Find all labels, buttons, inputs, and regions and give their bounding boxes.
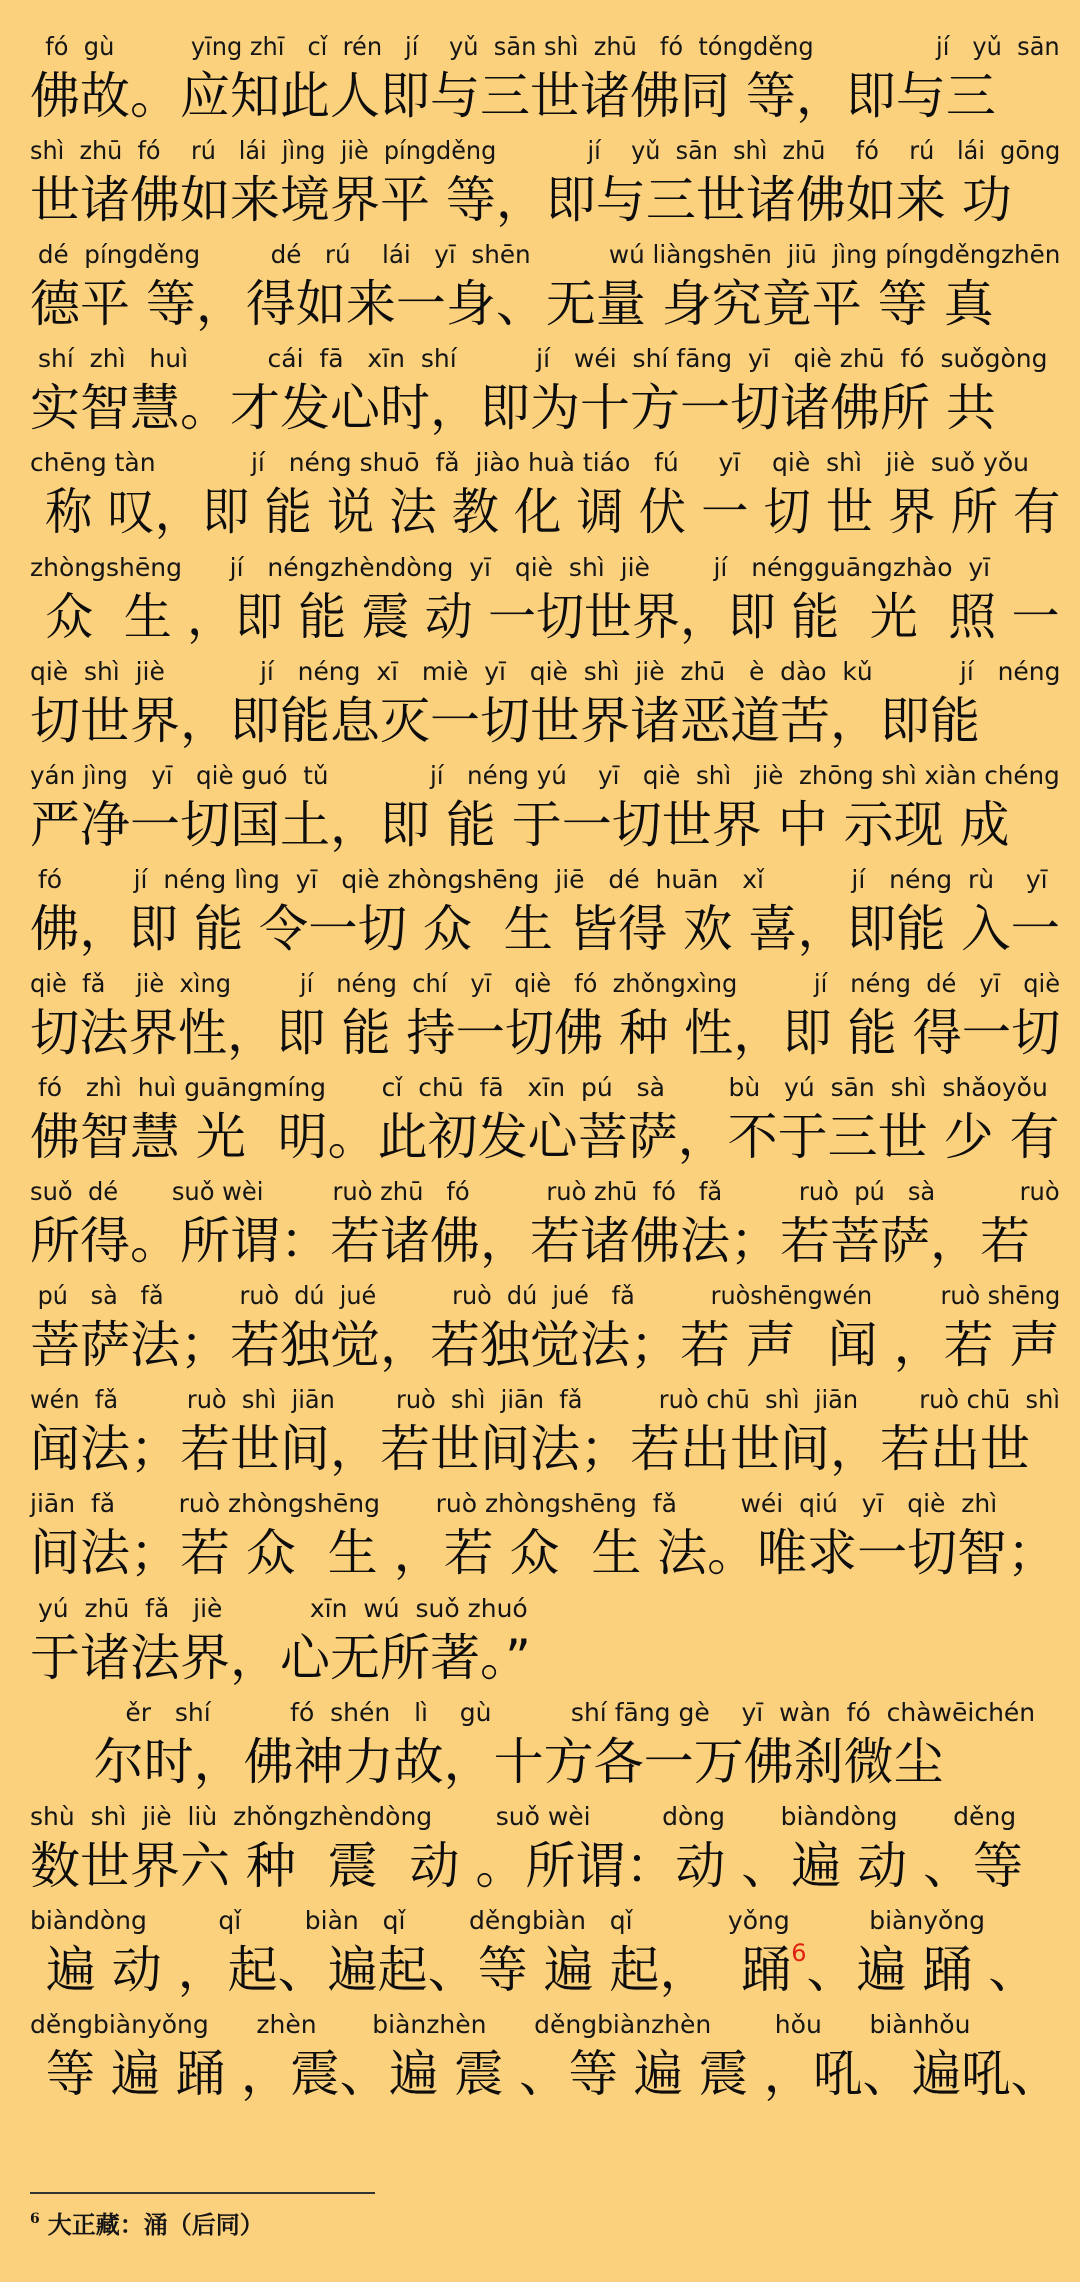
footnote [30,2207,264,2247]
chinese-text-segment: 菩萨法；若独觉，若独觉法；若 声 闻 ，若 声 [30,1316,1060,1375]
pinyin-annotation: biàndòng qǐ biàn qǐ děngbiàn qǐ yǒng biànyǒng [30,1905,985,1935]
chinese-text [30,1419,1030,1479]
chinese-text-segment: 德平 等，得如来一身、无量 身究竟平 等 真 [30,275,994,334]
text-line [30,865,1060,969]
chinese-text [30,899,1060,959]
chinese-text-segment: 切法界性，即 能 持一切佛 种 性，即 能 得一切 [30,1003,1061,1062]
text-line [30,553,1060,657]
chinese-text-segment: 闻法；若世间，若世间法；若出世间，若出世 [30,1420,1030,1479]
pinyin-annotation: pú sà fǎ ruò dú jué ruò dú jué fǎ ruòshēngwén ruò shēng [30,1281,1061,1311]
chinese-text [30,378,996,438]
chinese-text [30,1107,1059,1167]
chinese-text-segment: 尔时，佛神力故，十方各一万佛刹微尘 [30,1732,944,1791]
chinese-text-segment: 间法；若 众 生 ，若 众 生 法。唯求一切智； [30,1524,1058,1583]
pinyin-annotation: wén fǎ ruò shì jiān ruò shì jiān fǎ ruò chū shì jiān ruò chū shì [30,1385,1060,1415]
text-line [30,1489,1060,1593]
chinese-text [30,1523,1057,1583]
pinyin-annotation: qiè fǎ jiè xìng jí néng chí yī qiè fó zhǒngxìng jí néng dé yī qiè [30,968,1061,998]
chinese-text [30,691,980,751]
chinese-text-segment: 实智慧。才发心时，即为十方一切诸佛所 共 [30,379,996,438]
pinyin-annotation: fó zhì huì guāngmíng cǐ chū fā xīn pú sà bù yú sān shì shǎoyǒu [30,1073,1048,1102]
chinese-text-segment: 佛，即 能 令一切 众 生 皆得 欢 喜，即能 入一 [30,899,1061,958]
pinyin-annotation: jiān fǎ ruò zhòngshēng ruò zhòngshēng fǎ wéi qiú yī qiè zhì [30,1489,998,1519]
pinyin-annotation: suǒ dé suǒ wèi ruò zhū fó ruò zhū fó fǎ ruò pú sà ruò [30,1177,1060,1207]
text-line [30,1385,1060,1489]
pinyin-annotation: ěr shí fó shén lì gù shí fāng gè yī wàn fó chàwēichén [30,1697,1036,1727]
chinese-text [30,2044,1060,2104]
text-line [30,1177,1060,1281]
text-line [30,344,1060,448]
chinese-text [30,1003,1060,1063]
text-line [30,657,1060,761]
text-line [30,1802,1060,1906]
chinese-text [30,587,1060,647]
footnote-reference: 6 [791,1938,807,1967]
chinese-text [30,274,994,334]
text-line [30,448,1060,552]
chinese-text [30,1628,531,1688]
pinyin-annotation: dé píngděng dé rú lái yī shēn wú liàngshēn jiū jìng píngděngzhēn [30,240,1061,270]
pinyin-annotation: shù shì jiè liù zhǒngzhèndòng suǒ wèi dòng biàndòng děng [30,1801,1017,1831]
pinyin-annotation: yú zhū fǎ jiè xīn wú suǒ zhuó [30,1593,528,1623]
pinyin-annotation: fó gù yīng zhī cǐ rén jí yǔ sān shì zhū fó tóngděng jí yǔ sān [30,32,1060,61]
chinese-text-segment: 称 叹，即 能 说 法 教 化 调 伏 一 切 世 界 所 有 [30,483,1061,542]
text-line [30,1281,1060,1385]
footnote-divider [30,2192,375,2194]
footnote-number: 6 [30,2211,40,2227]
chinese-text [30,795,1009,855]
chinese-text [30,1211,1030,1271]
chinese-text-segment: 世诸佛如来境界平 等，即与三世诸佛如来 功 [30,171,1012,230]
text-line [30,240,1060,344]
chinese-text [30,170,1012,230]
pinyin-annotation: shí zhì huì cái fā xīn shí jí wéi shí fāng yī qiè zhū fó suǒgòng [30,344,1048,374]
chinese-text-segment: 严净一切国土，即 能 于一切世界 中 示现 成 [30,795,1010,854]
text-line [30,1906,1060,2010]
chinese-text [30,1732,944,1792]
chinese-text [30,1940,1038,2009]
text-line [30,1594,1060,1698]
chinese-text-segment: 佛故。应知此人即与三世诸佛同 等，即与三 [30,67,996,125]
chinese-text-segment: 众 生 ，即 能 震 动 一切世界，即 能 光 照 一 [30,587,1060,646]
text-line [30,1698,1060,1802]
text-line [30,2010,1060,2114]
text-line [30,136,1060,240]
text-line [30,969,1060,1073]
pinyin-annotation: qiè shì jiè jí néng xī miè yī qiè shì jiè zhū è dào kǔ jí néng [30,656,1061,686]
chinese-text-segment: 所得。所谓：若诸佛，若诸佛法；若菩萨，若 [30,1212,1030,1271]
pinyin-annotation: děngbiànyǒng zhèn biànzhèn děngbiànzhèn hǒu biànhǒu [30,2009,971,2039]
pinyin-annotation: yán jìng yī qiè guó tǔ jí néng yú yī qiè shì jiè zhōng shì xiàn chéng [30,760,1060,790]
text-line [30,32,1060,136]
chinese-text-segment: 于诸法界，心无所著。” [30,1628,531,1687]
chinese-text-segment: 等 遍 踊 ，震、遍 震 、等 遍 震 ，吼、遍吼、 [30,2044,1061,2103]
pinyin-annotation: fó jí néng lìng yī qiè zhòngshēng jiē dé huān xǐ jí néng rù yī [30,864,1048,894]
footnote-text: 大正藏：涌（后同） [47,2210,264,2239]
chinese-text [30,482,1060,542]
chinese-text-segment: 遍 动 ，起、遍起、等 遍 起， 踊 [30,1940,792,1999]
text-line [30,1073,1060,1177]
chinese-text [30,66,996,126]
text-line [30,761,1060,865]
chinese-text [30,1315,1059,1375]
pinyin-annotation: shì zhū fó rú lái jìng jiè píngděng jí yǔ sān shì zhū fó rú lái gōng [30,136,1061,166]
pinyin-annotation: zhòngshēng jí néngzhèndòng yī qiè shì jiè jí néngguāngzhào yī [30,552,991,582]
chinese-text-segment: 佛智慧 光 明。此初发心菩萨，不于三世 少 有 [30,1108,1060,1166]
chinese-text-segment: 数世界六 种 震 动 。所谓：动 、遍 动 、等 [30,1836,1024,1895]
chinese-text [30,1836,1023,1896]
pinyin-annotation: chēng tàn jí néng shuō fǎ jiào huà tiáo fú yī qiè shì jiè suǒ yǒu [30,448,1029,478]
chinese-text-segment: 切世界，即能息灭一切世界诸恶道苦，即能 [30,691,980,750]
chinese-text-segment: 、遍 踊 、 [806,1940,1039,1999]
